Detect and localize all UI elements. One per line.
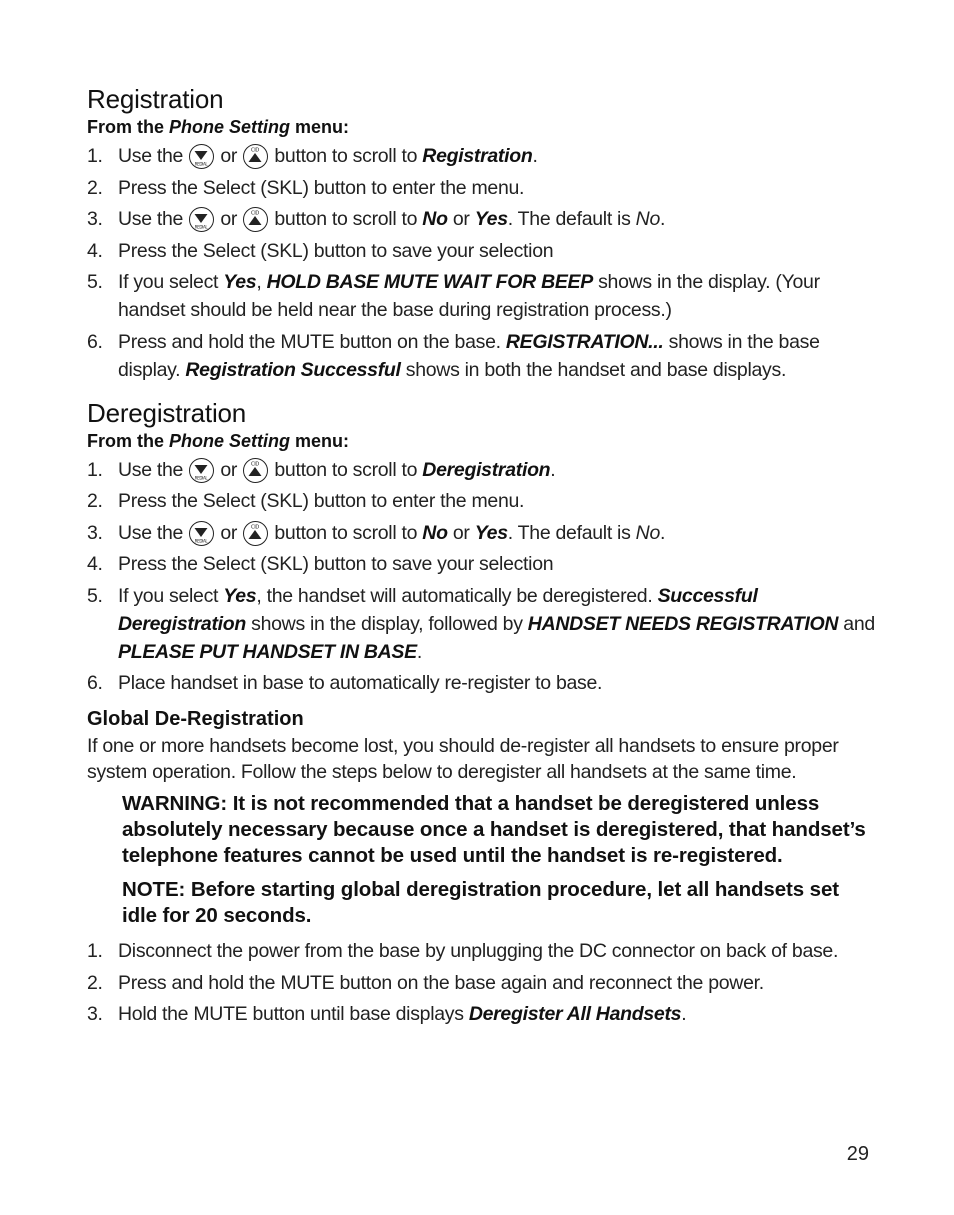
deregistration-heading: Deregistration [87, 397, 247, 428]
cid-up-arrow-icon [243, 458, 268, 483]
svg-text:REDIAL: REDIAL [194, 161, 208, 167]
list-item: 3. Hold the MUTE button until base displays Deregister All Handsets. [87, 1003, 687, 1025]
global-intro-text: If one or more handsets become lost, you should de-register all handsets to ensure proper system operation. Follow the steps below to deregister all handsets at the same time. [87, 735, 839, 783]
page-number: 29 [846, 1143, 869, 1165]
global-steps [87, 937, 877, 1028]
cid-up-arrow-icon [243, 521, 268, 546]
deregistration-section [87, 398, 877, 698]
svg-text:REDIAL: REDIAL [194, 224, 208, 230]
svg-text:REDIAL: REDIAL [194, 538, 208, 543]
global-deregistration-section [87, 707, 877, 1028]
list-item: 1. Use the REDIAL or CID button to scroll to Deregistration. [87, 458, 556, 481]
svg-text:CID: CID [251, 210, 260, 217]
list-item: 6. Press and hold the MUTE button on the base. REGISTRATION... shows in the base display. Registration Successful shows in both the handset and base displays. [87, 330, 820, 381]
warning-text: WARNING: It is not recommended that a handset be deregistered unless absolutely necessary because once a handset is deregistered, that handset’s telephone features cannot be used until the handset is re-registered. [122, 792, 866, 867]
list-item: 4. Press the Select (SKL) button to save your selection [87, 239, 554, 262]
registration-section [87, 84, 877, 384]
global-deregistration-heading: Global De-Registration [87, 708, 304, 730]
redial-down-arrow-icon [189, 521, 214, 546]
cid-up-arrow-icon [243, 207, 268, 232]
cid-up-arrow-icon [243, 144, 268, 169]
list-item: 2. Press the Select (SKL) button to enter the menu. [87, 176, 525, 199]
list-item: 3. Use the REDIAL or CID button to scroll to No or Yes. The default is No. [87, 521, 666, 544]
svg-text:REDIAL: REDIAL [194, 475, 208, 480]
manual-page [87, 84, 877, 1032]
list-item: 2. Press and hold the MUTE button on the base again and reconnect the power. [87, 971, 764, 994]
redial-down-arrow-icon [189, 458, 214, 483]
svg-text:CID: CID [251, 524, 260, 530]
svg-text:CID: CID [251, 461, 260, 467]
list-item: 3. Use the REDIAL or CID button to scroll to No or Yes. The default is No. [87, 208, 666, 230]
list-item: 4. Press the Select (SKL) button to save your selection [87, 553, 554, 575]
deregistration-menu-path: From the Phone Setting menu: [87, 430, 350, 451]
redial-down-arrow-icon [189, 207, 214, 232]
registration-steps [87, 142, 877, 384]
registration-heading: Registration [87, 84, 224, 114]
list-item: 6. Place handset in base to automatically re-register to base. [87, 672, 603, 694]
redial-down-arrow-icon [189, 144, 214, 169]
svg-text:CID: CID [251, 147, 260, 154]
list-item: 2. Press the Select (SKL) button to enter the menu. [87, 490, 525, 512]
deregistration-steps [87, 456, 877, 698]
list-item: 5. If you select Yes, the handset will automatically be deregistered. Successful Deregistration shows in the display, followed by HANDSET NEEDS REGISTRATION and PLEASE PUT HANDSET IN BASE. [87, 584, 875, 663]
note-text: NOTE: Before starting global deregistration procedure, let all handsets set idle for 20 seconds. [122, 878, 839, 927]
list-item: 1. Disconnect the power from the base by unplugging the DC connector on back of base. [87, 940, 839, 962]
registration-menu-path: From the Phone Setting menu: [87, 117, 350, 137]
list-item: 1. Use the REDIAL or CID button to scroll to Registration. [87, 145, 538, 167]
list-item: 5. If you select Yes, HOLD BASE MUTE WAIT FOR BEEP shows in the display. (Your handset should be held near the base during registration process.) [87, 271, 820, 321]
